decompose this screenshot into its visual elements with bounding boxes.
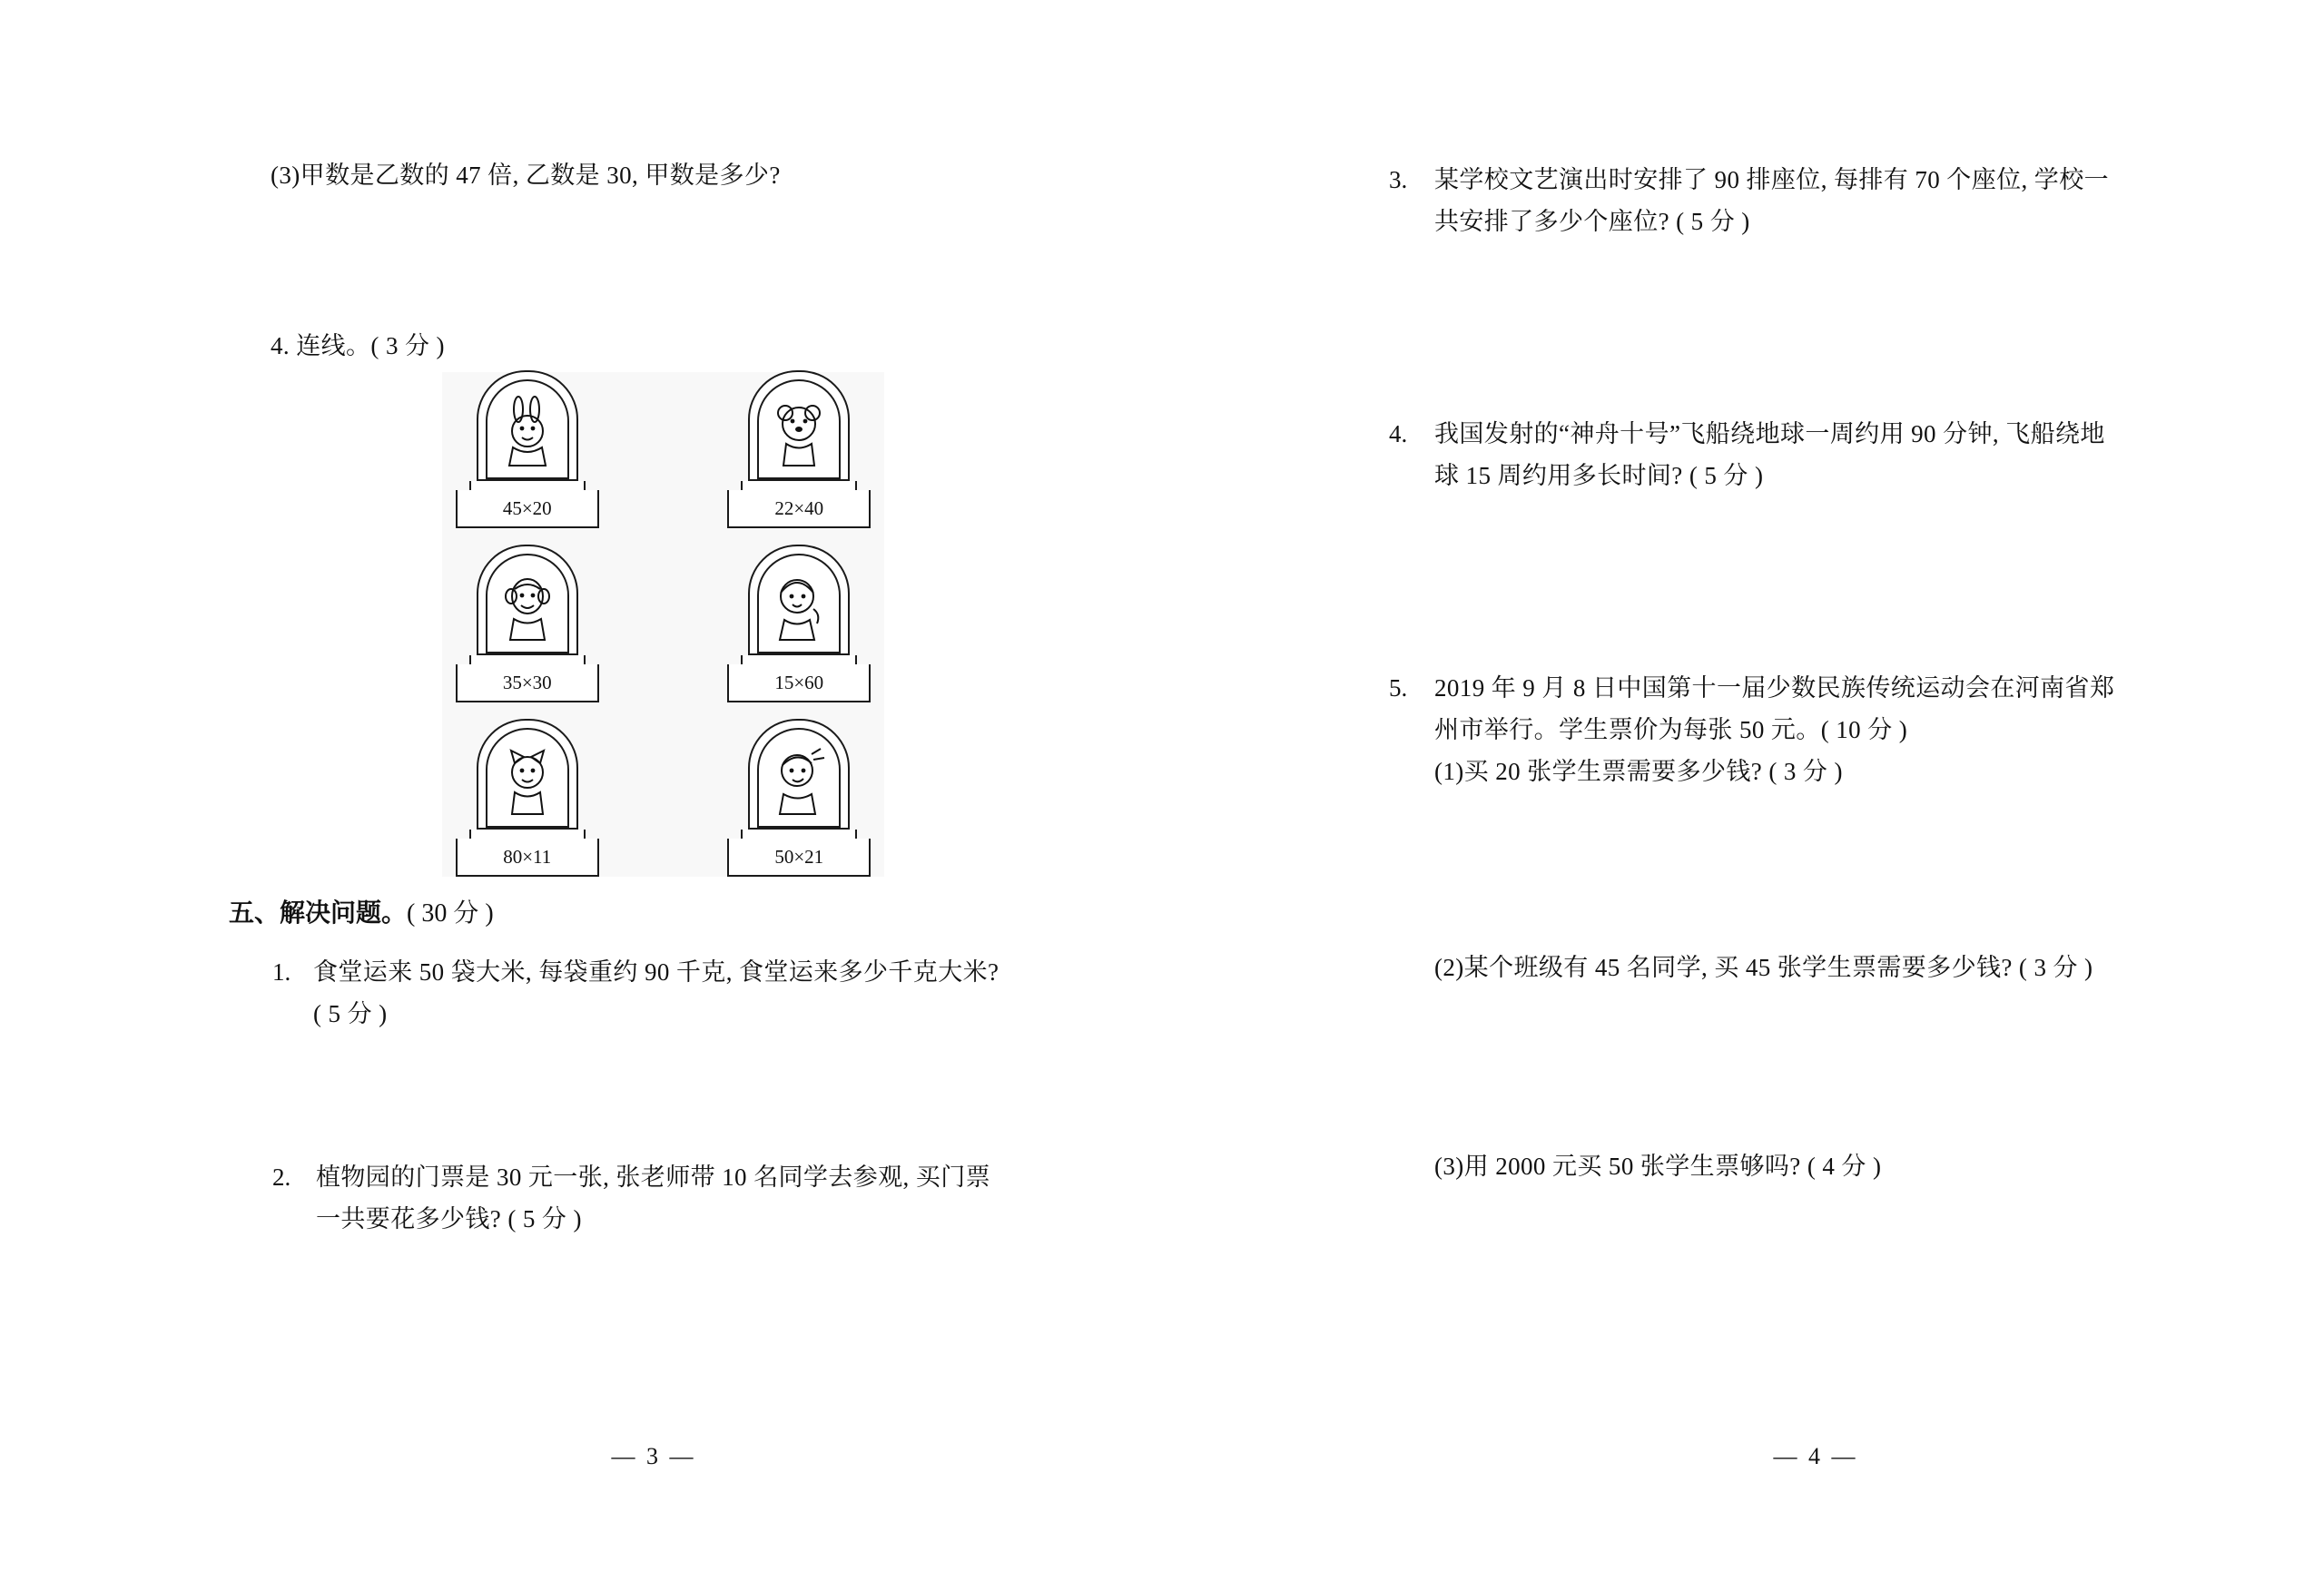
- match-card[interactable]: [727, 370, 871, 530]
- matching-picture-grid: [442, 370, 884, 879]
- section-five-heading: [229, 894, 494, 935]
- section-five-score: ( 30 分 ): [407, 899, 494, 928]
- match-card[interactable]: [456, 545, 599, 704]
- match-card[interactable]: [456, 370, 599, 530]
- girl-icon: [748, 545, 850, 655]
- problem-3-line2: 共安排了多少个座位? ( 5 分 ): [1434, 208, 1750, 235]
- match-card-expression: 80×11: [456, 839, 599, 877]
- problem-1-line2: ( 5 分 ): [313, 1000, 388, 1027]
- problem-5-sub2: (2)某个班级有 45 名同学, 买 45 张学生票需要多少钱? ( 3 分 ): [1434, 954, 2093, 981]
- right-page-number: — 4 —: [1773, 1443, 1858, 1469]
- monkey-icon: [477, 545, 578, 655]
- problem-2-line1: 植物园的门票是 30 元一张, 张老师带 10 名同学去参观, 买门票: [316, 1164, 990, 1191]
- match-card-expression: 22×40: [727, 490, 871, 528]
- problem-3-number: 3.: [1389, 166, 1408, 193]
- problem-5-line1: 2019 年 9 月 8 日中国第十一届少数民族传统运动会在河南省郑: [1434, 674, 2115, 702]
- problem-4-line1: 我国发射的“神舟十号”飞船绕地球一周约用 90 分钟, 飞船绕地: [1434, 420, 2105, 447]
- boy-icon: [748, 719, 850, 830]
- problem-2-number: 2.: [272, 1164, 291, 1191]
- section-five-title: 五、解决问题。: [229, 899, 408, 928]
- match-card[interactable]: [727, 719, 871, 879]
- rabbit-icon: [477, 370, 578, 481]
- problem-3-line1: 某学校文艺演出时安排了 90 排座位, 每排有 70 个座位, 学校一: [1434, 166, 2109, 193]
- match-card[interactable]: [727, 545, 871, 704]
- problem-4-line2: 球 15 周约用多长时间? ( 5 分 ): [1434, 462, 1764, 489]
- right-page-column: [1307, 0, 2324, 1581]
- problem-5-number: 5.: [1389, 674, 1408, 702]
- match-card[interactable]: [456, 719, 599, 879]
- problem-4-number: 4.: [1389, 420, 1408, 447]
- problem-1-number: 1.: [272, 958, 291, 986]
- match-card-expression: 45×20: [456, 490, 599, 528]
- problem-5-sub3: (3)用 2000 元买 50 张学生票够吗? ( 4 分 ): [1434, 1153, 1882, 1180]
- problem-2-line2: 一共要花多少钱? ( 5 分 ): [316, 1205, 582, 1232]
- match-card-expression: 50×21: [727, 839, 871, 877]
- question-4-matching-label: 4. 连线。( 3 分 ): [271, 332, 445, 359]
- cat-icon: [477, 719, 578, 830]
- left-page-number: — 3 —: [611, 1443, 696, 1469]
- problem-5-sub1: (1)买 20 张学生票需要多少钱? ( 3 分 ): [1434, 758, 1843, 785]
- bear-icon: [748, 370, 850, 481]
- question-3-part3-text: (3)甲数是乙数的 47 倍, 乙数是 30, 甲数是多少?: [271, 162, 781, 189]
- match-card-expression: 35×30: [456, 664, 599, 702]
- problem-5-line2: 州市举行。学生票价为每张 50 元。( 10 分 ): [1434, 716, 1908, 743]
- match-card-expression: 15×60: [727, 664, 871, 702]
- problem-1-line1: 食堂运来 50 袋大米, 每袋重约 90 千克, 食堂运来多少千克大米?: [313, 958, 1000, 986]
